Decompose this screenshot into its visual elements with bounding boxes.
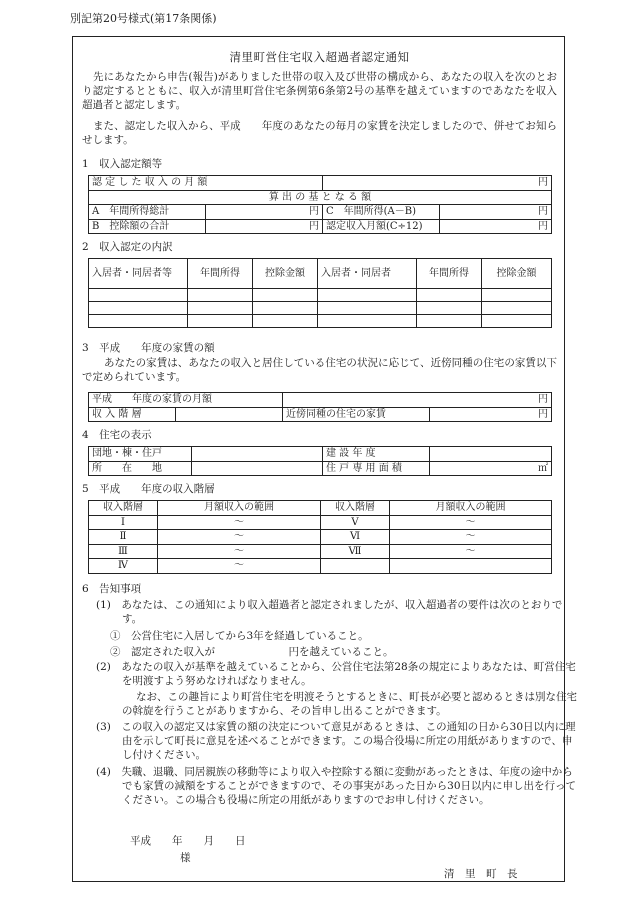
table-row: Ⅳ ～ [89,559,552,574]
income-breakdown-table [88,258,552,328]
certified-monthly-income-label: 認 定 し た 収 入 の 月 額 [89,176,323,191]
location-label: 所 在 地 [89,461,192,476]
income-tier-table [88,500,552,574]
floor-area-value[interactable]: ㎡ [430,461,552,476]
floor-area-label: 住 戸 専 用 面 積 [323,461,430,476]
calculation-basis-label: 算 出 の 基 と な る 額 [89,190,552,205]
annual-income-c-label: C 年間所得(A－B) [323,205,440,220]
document-title: 清里町営住宅収入超過者認定通知 [229,50,410,64]
tier-header-left: 収入階層 [89,501,158,516]
notice-item-1a: ① 公営住宅に入居してから3年を経過していること。 [110,630,369,642]
income-tier-label: 収 入 階 層 [89,407,176,422]
income-tier-value[interactable] [176,407,283,422]
comparable-rent-label: 近傍同種の住宅の家賃 [283,407,430,422]
breakdown-header-occupant-right: 入居者・同居者 [318,259,417,289]
comparable-rent-value[interactable]: 円 [430,407,552,422]
monthly-rent-label: 平成 年度の家賃の月額 [89,393,283,408]
breakdown-header-deduction-left: 控除金額 [253,259,318,289]
breakdown-header-income-right: 年間所得 [417,259,482,289]
addressee-suffix: 様 [180,852,191,864]
rent-table [88,392,552,422]
construction-year-value[interactable] [430,447,552,462]
deduction-total-value[interactable]: 円 [206,219,323,234]
construction-year-label: 建 設 年 度 [323,447,430,462]
table-row [89,315,552,328]
breakdown-header-income-left: 年間所得 [188,259,253,289]
issue-date: 平成 年 月 日 [130,835,246,847]
breakdown-header-occupant-left: 入居者・同居者等 [89,259,188,289]
certified-monthly-income-value[interactable]: 円 [323,176,552,191]
section-4-heading: 4 住宅の表示 [82,429,152,441]
section-2-heading: 2 収入認定の内訳 [82,241,173,253]
certified-income-monthly-label: 認定収入月額(C÷12) [323,219,440,234]
rent-explanation: あなたの家賃は、あなたの収入と居住している住宅の状況に応じて、近傍同種の住宅の家賃以下で定められています。 [82,357,557,384]
monthly-rent-value[interactable]: 円 [283,393,552,408]
breakdown-header-deduction-right: 控除金額 [482,259,552,289]
housing-table [88,446,552,476]
section-1-heading: 1 収入認定額等 [82,158,163,170]
form-reference: 別記第20号様式(第17条関係) [70,12,217,25]
annual-income-total-label: A 年間所得総計 [89,205,206,220]
table-row: Ⅲ ～ Ⅶ ～ [89,544,552,559]
complex-building-unit-label: 団地・棟・住戸 [89,447,192,462]
income-amount-table [88,175,552,234]
notice-item-3: (3) この収入の認定又は家賃の額の決定について意見があるときは、この通知の日から30日以内に理由を示して町長に意見を述べることができます。この場合役場に所定の用紙がありますので、申し付けください。 [96,721,576,762]
notice-item-1b: ② 認定された収入が 円を越えていること。 [110,646,394,658]
table-row: Ⅰ ～ Ⅴ ～ [89,515,552,530]
table-row: Ⅱ ～ Ⅵ ～ [89,530,552,545]
issuer-name: 清 里 町 長 [444,868,518,880]
notice-item-2b: なお、この趣旨により町営住宅を明渡そうとするときに、町長が必要と認めるときは別な住宅の斡旋を行うことがありますから、その旨申し出ることができます。 [122,691,577,718]
annual-income-c-value[interactable]: 円 [440,205,552,220]
notice-item-2: (2) あなたの収入が基準を越えていることから、公営住宅法第28条の規定によりあなたは、町営住宅を明渡すよう努めなければなりません。 [96,661,576,688]
section-6-heading: 6 告知事項 [82,583,142,595]
tier-header-right: 収入階層 [321,501,390,516]
intro-paragraph-2: また、認定した収入から、平成 年度のあなたの毎月の家賃を決定しましたので、併せてお知らせします。 [82,120,557,147]
notice-item-1: (1) あなたは、この通知により収入超過者と認定されましたが、収入超過者の要件は次のとおりです。 [96,599,563,626]
section-3-heading: 3 平成 年度の家賃の額 [82,342,215,354]
deduction-total-label: B 控除額の合計 [89,219,206,234]
location-value[interactable] [192,461,323,476]
intro-paragraph-1: 先にあなたから申告(報告)がありました世帯の収入及び世帯の構成から、あなたの収入を次のとおり認定するとともに、収入が清里町営住宅条例第6条第2号の基準を越えていますのであなたを収入超過者と認定します。 [82,71,557,112]
table-row [89,289,552,302]
range-header-right: 月額収入の範囲 [390,501,552,516]
table-row [89,302,552,315]
annual-income-total-value[interactable]: 円 [206,205,323,220]
certified-income-monthly-value[interactable]: 円 [440,219,552,234]
range-header-left: 月額収入の範囲 [158,501,321,516]
complex-building-unit-value[interactable] [192,447,323,462]
notice-item-4: (4) 失職、退職、同居親族の移動等により収入や控除する額に変動があったときは、年度の途中からでも家賃の減額をすることができますので、その事実があった日から30日以内に申し出を行ってください。この場合も役場に所定の用紙がありますのでお申し付けください。 [96,766,577,807]
section-5-heading: 5 平成 年度の収入階層 [82,483,215,495]
